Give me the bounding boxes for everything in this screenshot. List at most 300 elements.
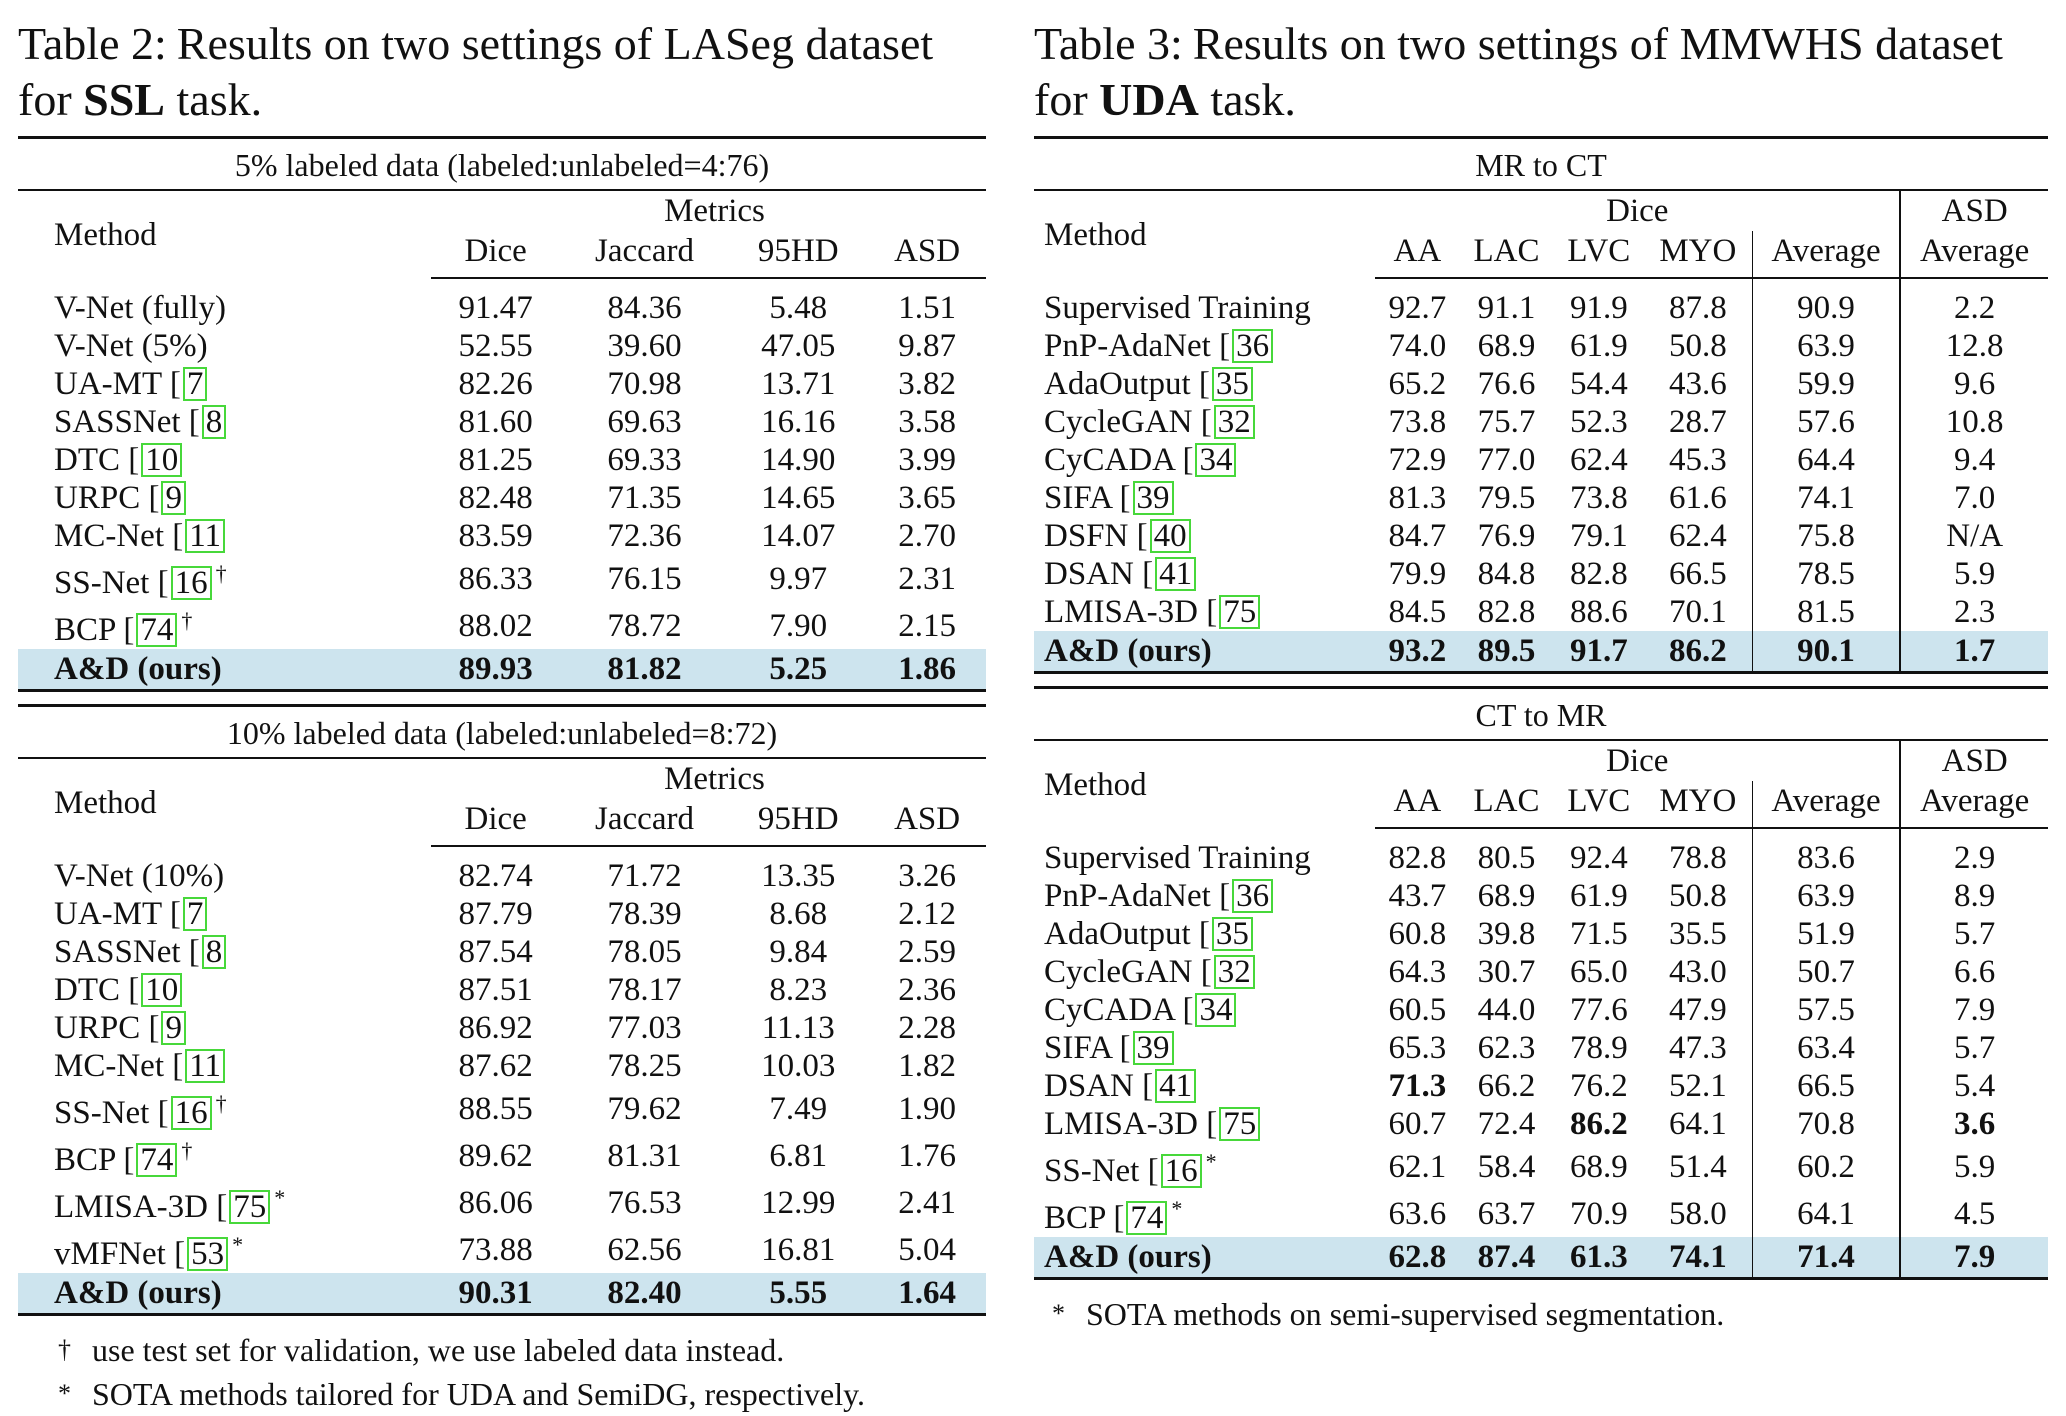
method-name: LMISA-3D <box>1044 594 1198 630</box>
citation-ref: 74 <box>1126 1201 1167 1235</box>
value-cell: 3.26 <box>898 858 956 894</box>
method-cell: SS-Net [ 16 † <box>54 561 227 601</box>
value-cell: 13.71 <box>761 366 836 402</box>
header-method: Method <box>1034 740 1375 828</box>
column-header: MYO <box>1644 231 1752 278</box>
footnote-mark: † <box>181 1138 193 1163</box>
method-name: URPC <box>54 1010 141 1046</box>
value-cell: 2.9 <box>1900 828 2048 877</box>
table-row <box>1034 479 2048 517</box>
value-cell: 71.5 <box>1569 916 1628 952</box>
table-3-panel <box>1034 16 2048 1336</box>
method-cell: URPC [ 9 <box>18 479 431 517</box>
column-header: 95HD <box>728 231 868 278</box>
value-cell: 60.8 <box>1388 916 1447 952</box>
value-cell: 82.40 <box>561 1273 728 1315</box>
value-cell: 89.5 <box>1459 631 1553 673</box>
value-cell: 66.5 <box>1752 1067 1900 1105</box>
value-cell: 7.9 <box>1900 991 2048 1029</box>
table-row <box>18 441 986 479</box>
caption-label: Table 3: <box>1034 18 1183 69</box>
value-cell: 4.5 <box>1900 1190 2048 1237</box>
value-cell: 66.5 <box>1668 556 1727 592</box>
method-cell: LMISA-3D [ 75 * <box>54 1185 286 1225</box>
value-cell: 70.1 <box>1668 594 1727 630</box>
value-cell: 90.31 <box>431 1273 561 1315</box>
value-cell: 2.2 <box>1900 278 2048 327</box>
value-cell: 3.99 <box>898 442 956 478</box>
value-cell: 8.68 <box>769 896 828 932</box>
value-cell: 51.9 <box>1752 915 1900 953</box>
section-title-row <box>18 706 986 759</box>
method-cell: SASSNet [ 8 <box>18 403 431 441</box>
value-cell: 8.9 <box>1900 877 2048 915</box>
value-cell: 76.15 <box>607 560 682 597</box>
value-cell: 54.4 <box>1569 366 1628 402</box>
citation-ref: 9 <box>161 481 186 515</box>
value-cell: 83.59 <box>458 518 533 554</box>
value-cell: 70.9 <box>1569 1195 1628 1232</box>
value-cell: 72.36 <box>607 518 682 554</box>
value-cell: 89.93 <box>431 649 561 691</box>
table-row <box>1034 1067 2048 1105</box>
value-cell: 8.23 <box>769 972 828 1008</box>
value-cell: 58.4 <box>1477 1148 1536 1185</box>
value-cell: 79.1 <box>1569 518 1628 554</box>
footnote <box>18 1328 986 1372</box>
method-name: V-Net (10%) <box>54 857 225 894</box>
table-row <box>1034 441 2048 479</box>
value-cell: 83.6 <box>1752 828 1900 877</box>
method-cell <box>1034 278 1375 327</box>
citation-ref: 11 <box>185 1049 225 1083</box>
column-header-asd-average: Average <box>1900 231 2048 278</box>
column-header: AA <box>1375 231 1459 278</box>
value-cell: 69.33 <box>607 442 682 478</box>
value-cell: 2.70 <box>898 518 956 554</box>
value-cell: 2.31 <box>898 560 956 597</box>
value-cell: 82.26 <box>458 366 533 402</box>
header-method: Method <box>18 190 431 278</box>
table-row <box>18 933 986 971</box>
method-name: CycleGAN <box>1044 404 1193 440</box>
footnote-mark: * <box>1171 1196 1183 1221</box>
section-spacer <box>1034 673 2048 688</box>
value-cell: 5.55 <box>728 1273 868 1315</box>
value-cell: 73.8 <box>1388 404 1447 440</box>
column-header-average: Average <box>1752 231 1900 278</box>
value-cell: 77.6 <box>1569 992 1628 1028</box>
value-cell: 74.1 <box>1644 1237 1752 1279</box>
table-row <box>1034 517 2048 555</box>
method-name: MC-Net <box>54 518 164 554</box>
table-row <box>18 1009 986 1047</box>
citation-ref: 34 <box>1195 993 1236 1027</box>
value-cell: 65.0 <box>1569 954 1628 990</box>
method-name: PnP-AdaNet <box>1044 878 1211 914</box>
citation-ref: 74 <box>136 1143 177 1177</box>
value-cell: 9.4 <box>1900 441 2048 479</box>
table-row <box>18 846 986 895</box>
method-cell: BCP [ 74 * <box>1044 1196 1183 1236</box>
value-cell: 71.3 <box>1388 1068 1447 1104</box>
value-cell: 35.5 <box>1668 916 1727 952</box>
value-cell: 65.3 <box>1388 1030 1447 1066</box>
header-row <box>18 758 986 799</box>
value-cell: 51.4 <box>1668 1148 1727 1185</box>
value-cell: 84.36 <box>607 290 682 326</box>
method-cell: BCP [ 74 † <box>54 1138 193 1178</box>
value-cell: 86.06 <box>458 1184 533 1221</box>
value-cell: 62.8 <box>1375 1237 1459 1279</box>
table-row <box>18 1179 986 1226</box>
value-cell: 52.1 <box>1668 1068 1727 1104</box>
value-cell: 82.8 <box>1569 556 1628 592</box>
value-cell: 28.7 <box>1668 404 1727 440</box>
value-cell: 81.82 <box>561 649 728 691</box>
value-cell: 76.2 <box>1569 1068 1628 1104</box>
citation-ref: 16 <box>1161 1154 1202 1188</box>
method-name: URPC <box>54 480 141 516</box>
method-name: DSAN <box>1044 556 1134 592</box>
value-cell: 1.76 <box>898 1137 956 1174</box>
value-cell: 81.3 <box>1388 480 1447 516</box>
header-asd: ASD <box>1900 190 2048 231</box>
value-cell: 57.5 <box>1752 991 1900 1029</box>
method-name: BCP <box>54 612 116 648</box>
citation-ref: 32 <box>1214 955 1255 989</box>
table-2-panel <box>18 16 986 1416</box>
method-name: AdaOutput <box>1044 366 1191 402</box>
column-header: Jaccard <box>561 231 728 278</box>
header-dice: Dice <box>1375 190 1900 231</box>
citation-ref: 7 <box>183 897 208 931</box>
table-row <box>18 1132 986 1179</box>
method-cell: PnP-AdaNet [ 36 <box>1034 877 1375 915</box>
value-cell: 60.7 <box>1388 1106 1447 1142</box>
value-cell: 2.28 <box>898 1010 956 1046</box>
value-cell: 90.1 <box>1752 631 1900 673</box>
value-cell: 92.7 <box>1388 290 1447 326</box>
value-cell: 3.82 <box>898 366 956 402</box>
value-cell: 16.16 <box>761 404 836 440</box>
value-cell: 74.0 <box>1388 328 1447 364</box>
value-cell: 76.9 <box>1477 518 1536 554</box>
table-row <box>1034 915 2048 953</box>
value-cell: 73.8 <box>1569 480 1628 516</box>
caption-bold: UDA <box>1099 74 1199 125</box>
citation-ref: 40 <box>1150 519 1191 553</box>
value-cell: 86.92 <box>458 1010 533 1046</box>
method-cell: DSAN [ 41 <box>1034 1067 1375 1105</box>
method-name: PnP-AdaNet <box>1044 328 1211 364</box>
table-3-notes <box>1034 1292 2048 1336</box>
column-header: Jaccard <box>561 799 728 846</box>
value-cell: 64.1 <box>1752 1190 1900 1237</box>
value-cell: 88.55 <box>458 1090 533 1127</box>
value-cell: 52.55 <box>458 328 533 364</box>
column-header-asd-average: Average <box>1900 781 2048 828</box>
method-cell: DTC [ 10 <box>18 441 431 479</box>
method-name: SIFA <box>1044 480 1112 516</box>
value-cell: 50.7 <box>1752 953 1900 991</box>
value-cell: 91.9 <box>1569 290 1628 326</box>
value-cell: 5.25 <box>728 649 868 691</box>
method-name: DTC <box>54 442 120 478</box>
footnote-symbol: † <box>58 1335 71 1364</box>
citation-ref: 36 <box>1232 879 1273 913</box>
citation-ref: 39 <box>1133 1031 1174 1065</box>
method-name: SS-Net <box>54 1095 150 1131</box>
footnote <box>18 1372 986 1416</box>
value-cell: 91.47 <box>458 290 533 326</box>
value-cell: 3.6 <box>1900 1105 2048 1143</box>
value-cell: 14.07 <box>761 518 836 554</box>
value-cell: 7.9 <box>1900 1237 2048 1279</box>
ours-row <box>18 1273 986 1315</box>
citation-ref: 36 <box>1232 329 1273 363</box>
method-name: CycleGAN <box>1044 954 1193 990</box>
method-cell <box>18 278 431 327</box>
header-dice: Dice <box>1375 740 1900 781</box>
value-cell: 63.7 <box>1477 1195 1536 1232</box>
table-row <box>1034 1105 2048 1143</box>
method-cell: SS-Net [ 16 * <box>1044 1149 1217 1189</box>
caption-label: Table 2: <box>18 18 167 69</box>
value-cell: 16.81 <box>761 1231 836 1268</box>
method-name: A&D (ours) <box>1034 631 1375 673</box>
column-header: Dice <box>431 799 561 846</box>
method-cell: SS-Net [ 16 † <box>54 1091 227 1131</box>
value-cell: 1.7 <box>1900 631 2048 673</box>
method-name: SS-Net <box>1044 1153 1140 1189</box>
value-cell: 77.03 <box>607 1010 682 1046</box>
value-cell: 2.59 <box>898 934 956 970</box>
ours-row <box>18 649 986 691</box>
method-cell <box>1034 828 1375 877</box>
value-cell: 81.5 <box>1752 593 1900 631</box>
value-cell: 91.7 <box>1554 631 1645 673</box>
value-cell: 88.02 <box>458 607 533 644</box>
column-header: LVC <box>1554 781 1645 828</box>
column-header: LAC <box>1459 231 1553 278</box>
value-cell: 7.49 <box>769 1090 828 1127</box>
method-cell: DSFN [ 40 <box>1034 517 1375 555</box>
value-cell: 39.60 <box>607 328 682 364</box>
table-row <box>18 278 986 327</box>
value-cell: 5.04 <box>898 1231 956 1268</box>
value-cell: 5.9 <box>1900 555 2048 593</box>
method-cell: UA-MT [ 7 <box>18 895 431 933</box>
value-cell: 14.90 <box>761 442 836 478</box>
method-cell: CycleGAN [ 32 <box>1034 403 1375 441</box>
table-row <box>1034 1143 2048 1190</box>
value-cell: 77.0 <box>1477 442 1536 478</box>
value-cell: 68.9 <box>1477 328 1536 364</box>
value-cell: 7.90 <box>769 607 828 644</box>
value-cell: 87.79 <box>458 896 533 932</box>
column-header: MYO <box>1644 781 1752 828</box>
method-name: V-Net (5%) <box>54 328 208 364</box>
value-cell: 62.4 <box>1569 442 1628 478</box>
value-cell: 60.2 <box>1752 1143 1900 1190</box>
value-cell: 78.25 <box>607 1048 682 1084</box>
column-header: 95HD <box>728 799 868 846</box>
caption-text: Results on two settings of LASeg dataset for <box>18 18 934 125</box>
method-cell: MC-Net [ 11 <box>18 517 431 555</box>
value-cell: 5.4 <box>1900 1067 2048 1105</box>
value-cell: 80.5 <box>1477 840 1536 876</box>
table-row <box>1034 403 2048 441</box>
section-title-row <box>1034 688 2048 741</box>
value-cell: 61.9 <box>1569 328 1628 364</box>
value-cell: 43.6 <box>1668 366 1727 402</box>
citation-ref: 75 <box>1219 1107 1260 1141</box>
citation-ref: 35 <box>1212 917 1253 951</box>
table-row <box>1034 365 2048 403</box>
table-row <box>1034 1190 2048 1237</box>
value-cell: 59.9 <box>1752 365 1900 403</box>
value-cell: 5.9 <box>1900 1143 2048 1190</box>
method-name: DSAN <box>1044 1068 1134 1104</box>
value-cell: 87.51 <box>458 972 533 1008</box>
section-title-row <box>1034 138 2048 191</box>
value-cell: 62.56 <box>607 1231 682 1268</box>
method-cell: UA-MT [ 7 <box>18 365 431 403</box>
header-row <box>1034 740 2048 781</box>
citation-ref: 11 <box>185 519 225 553</box>
citation-ref: 8 <box>202 935 227 969</box>
value-cell: 1.51 <box>898 290 956 326</box>
table-row <box>1034 877 2048 915</box>
value-cell: 3.65 <box>898 480 956 516</box>
table-row <box>18 517 986 555</box>
value-cell: 91.1 <box>1477 290 1536 326</box>
value-cell: 78.72 <box>607 607 682 644</box>
value-cell: 72.9 <box>1388 442 1447 478</box>
method-cell: AdaOutput [ 35 <box>1034 915 1375 953</box>
value-cell: 76.6 <box>1477 366 1536 402</box>
table-row <box>18 971 986 1009</box>
value-cell: 88.6 <box>1569 594 1628 630</box>
citation-ref: 7 <box>183 367 208 401</box>
method-name: SS-Net <box>54 565 150 601</box>
footnote-mark: * <box>232 1232 244 1257</box>
value-cell: 5.7 <box>1900 915 2048 953</box>
method-cell: SIFA [ 39 <box>1034 1029 1375 1067</box>
value-cell: 47.9 <box>1668 992 1727 1028</box>
caption-text-end: task. <box>165 74 263 125</box>
table-row <box>1034 953 2048 991</box>
header-asd: ASD <box>1900 740 2048 781</box>
value-cell: 78.39 <box>607 896 682 932</box>
method-name: UA-MT <box>54 896 162 932</box>
table-row <box>18 1085 986 1132</box>
value-cell: 87.8 <box>1668 290 1727 326</box>
value-cell: 43.7 <box>1388 878 1447 914</box>
ours-row <box>1034 1237 2048 1279</box>
footnote-symbol: * <box>58 1379 71 1408</box>
method-cell: SASSNet [ 8 <box>18 933 431 971</box>
method-cell: URPC [ 9 <box>18 1009 431 1047</box>
value-cell: 65.2 <box>1388 366 1447 402</box>
value-cell: 58.0 <box>1668 1195 1727 1232</box>
value-cell: 68.9 <box>1569 1148 1628 1185</box>
value-cell: 79.62 <box>607 1090 682 1127</box>
method-cell: DTC [ 10 <box>18 971 431 1009</box>
method-cell: CyCADA [ 34 <box>1034 441 1375 479</box>
value-cell: 81.31 <box>607 1137 682 1174</box>
value-cell: 50.8 <box>1668 328 1727 364</box>
method-cell: DSAN [ 41 <box>1034 555 1375 593</box>
method-name: SASSNet <box>54 934 181 970</box>
table-2-caption <box>18 16 986 128</box>
citation-ref: 75 <box>229 1190 270 1224</box>
citation-ref: 75 <box>1219 595 1260 629</box>
value-cell: 63.4 <box>1752 1029 1900 1067</box>
citation-ref: 35 <box>1212 367 1253 401</box>
footnote-mark: † <box>181 608 193 633</box>
value-cell: 9.6 <box>1900 365 2048 403</box>
citation-ref: 32 <box>1214 405 1255 439</box>
value-cell: 11.13 <box>761 1010 835 1046</box>
column-header: ASD <box>868 231 986 278</box>
footnote-mark: † <box>215 1091 227 1116</box>
value-cell: 79.9 <box>1388 556 1447 592</box>
ours-row <box>1034 631 2048 673</box>
value-cell: 81.25 <box>458 442 533 478</box>
table-row <box>18 403 986 441</box>
value-cell: 10.03 <box>761 1048 836 1084</box>
value-cell: 79.5 <box>1477 480 1536 516</box>
table-row <box>1034 593 2048 631</box>
header-row <box>18 190 986 231</box>
column-header: ASD <box>868 799 986 846</box>
method-cell: vMFNet [ 53 * <box>54 1232 244 1272</box>
value-cell: 76.53 <box>607 1184 682 1221</box>
header-method: Method <box>18 758 431 846</box>
citation-ref: 10 <box>141 443 182 477</box>
value-cell: 70.8 <box>1752 1105 1900 1143</box>
column-header: Dice <box>431 231 561 278</box>
value-cell: 82.8 <box>1388 840 1447 876</box>
method-name: A&D (ours) <box>18 1273 431 1315</box>
value-cell: 73.88 <box>458 1231 533 1268</box>
value-cell: 68.9 <box>1477 878 1536 914</box>
citation-ref: 53 <box>187 1237 228 1271</box>
citation-ref: 16 <box>171 566 212 600</box>
value-cell: 2.41 <box>898 1184 956 1221</box>
value-cell: 62.4 <box>1668 518 1727 554</box>
method-name: AdaOutput <box>1044 916 1191 952</box>
caption-text-end: task. <box>1198 74 1296 125</box>
table-row <box>1034 828 2048 877</box>
citation-ref: 16 <box>171 1096 212 1130</box>
method-name: A&D (ours) <box>1034 1237 1375 1279</box>
value-cell: 3.58 <box>898 404 956 440</box>
column-header-average: Average <box>1752 781 1900 828</box>
value-cell: 93.2 <box>1375 631 1459 673</box>
value-cell: 14.65 <box>761 480 836 516</box>
header-method: Method <box>1034 190 1375 278</box>
footnote-mark: * <box>1205 1149 1217 1174</box>
method-name: SIFA <box>1044 1030 1112 1066</box>
value-cell: 9.84 <box>769 934 828 970</box>
section-title: CT to MR <box>1034 688 2048 741</box>
value-cell: 7.0 <box>1900 479 2048 517</box>
value-cell: 64.1 <box>1668 1106 1727 1142</box>
value-cell: 70.98 <box>607 366 682 402</box>
